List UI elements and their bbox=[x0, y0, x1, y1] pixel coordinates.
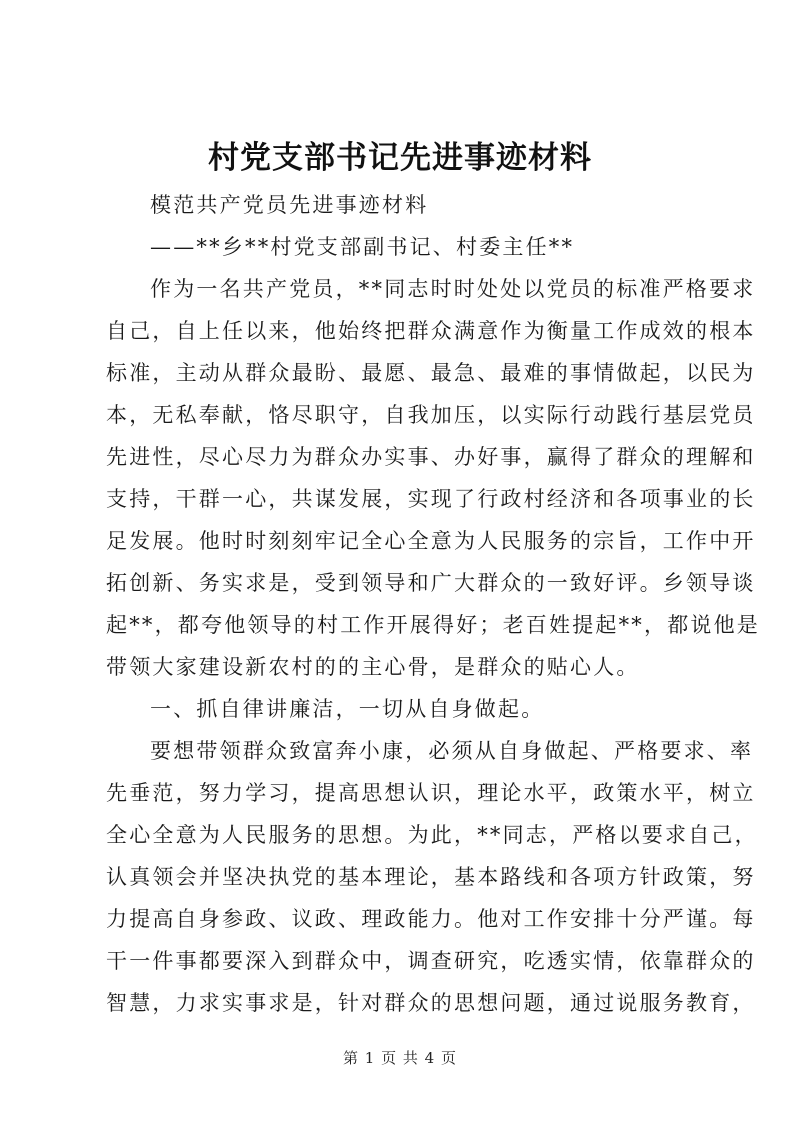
paragraph-line: 标准，主动从群众最盼、最愿、最急、最难的事情做起，以民为 bbox=[106, 361, 756, 385]
document-title: 村党支部书记先进事迹材料 bbox=[208, 140, 592, 176]
paragraph-line: 带领大家建设新农村的的主心骨，是群众的贴心人。 bbox=[106, 655, 640, 679]
paragraph-line: 支持，干群一心，共谋发展，实现了行政村经济和各项事业的长 bbox=[106, 487, 756, 511]
paragraph-line: 要想带领群众致富奔小康，必须从自身做起、严格要求、率 bbox=[150, 739, 754, 763]
paragraph-line: 力提高自身参政、议政、理政能力。他对工作安排十分严谨。每 bbox=[106, 907, 756, 931]
paragraph-line: 作为一名共产党员，**同志时时处处以党员的标准严格要求 bbox=[150, 277, 756, 301]
paragraph-line: 起**，都夸他领导的村工作开展得好；老百姓提起**，都说他是 bbox=[106, 613, 760, 637]
section-heading: 一、抓自律讲廉洁，一切从自身做起。 bbox=[150, 697, 545, 721]
paragraph-line: 自己，自上任以来，他始终把群众满意作为衡量工作成效的根本 bbox=[106, 319, 756, 343]
paragraph-line: 拓创新、务实求是，受到领导和广大群众的一致好评。乡领导谈 bbox=[106, 571, 756, 595]
paragraph-line: 先垂范，努力学习，提高思想认识，理论水平，政策水平，树立 bbox=[106, 781, 756, 805]
paragraph-line: 认真领会并坚决执党的基本理论，基本路线和各项方针政策，努 bbox=[106, 865, 756, 889]
paragraph-line: 本，无私奉献，恪尽职守，自我加压，以实际行动践行基层党员 bbox=[106, 403, 756, 427]
page-number-footer: 第 1 页 共 4 页 bbox=[343, 1049, 457, 1067]
paragraph-line: 先进性，尽心尽力为群众办实事、办好事，赢得了群众的理解和 bbox=[106, 445, 756, 469]
paragraph-line: 全心全意为人民服务的思想。为此，**同志，严格以要求自己， bbox=[106, 823, 758, 847]
paragraph-line: 足发展。他时时刻刻牢记全心全意为人民服务的宗旨，工作中开 bbox=[106, 529, 756, 553]
paragraph-line: 干一件事都要深入到群众中，调查研究，吃透实情，依靠群众的 bbox=[106, 949, 756, 973]
byline: ——**乡**村党支部副书记、村委主任** bbox=[150, 235, 575, 259]
paragraph-line: 智慧，力求实事求是，针对群众的思想问题，通过说服务教育， bbox=[106, 991, 756, 1015]
subtitle: 模范共产党员先进事迹材料 bbox=[150, 193, 429, 217]
